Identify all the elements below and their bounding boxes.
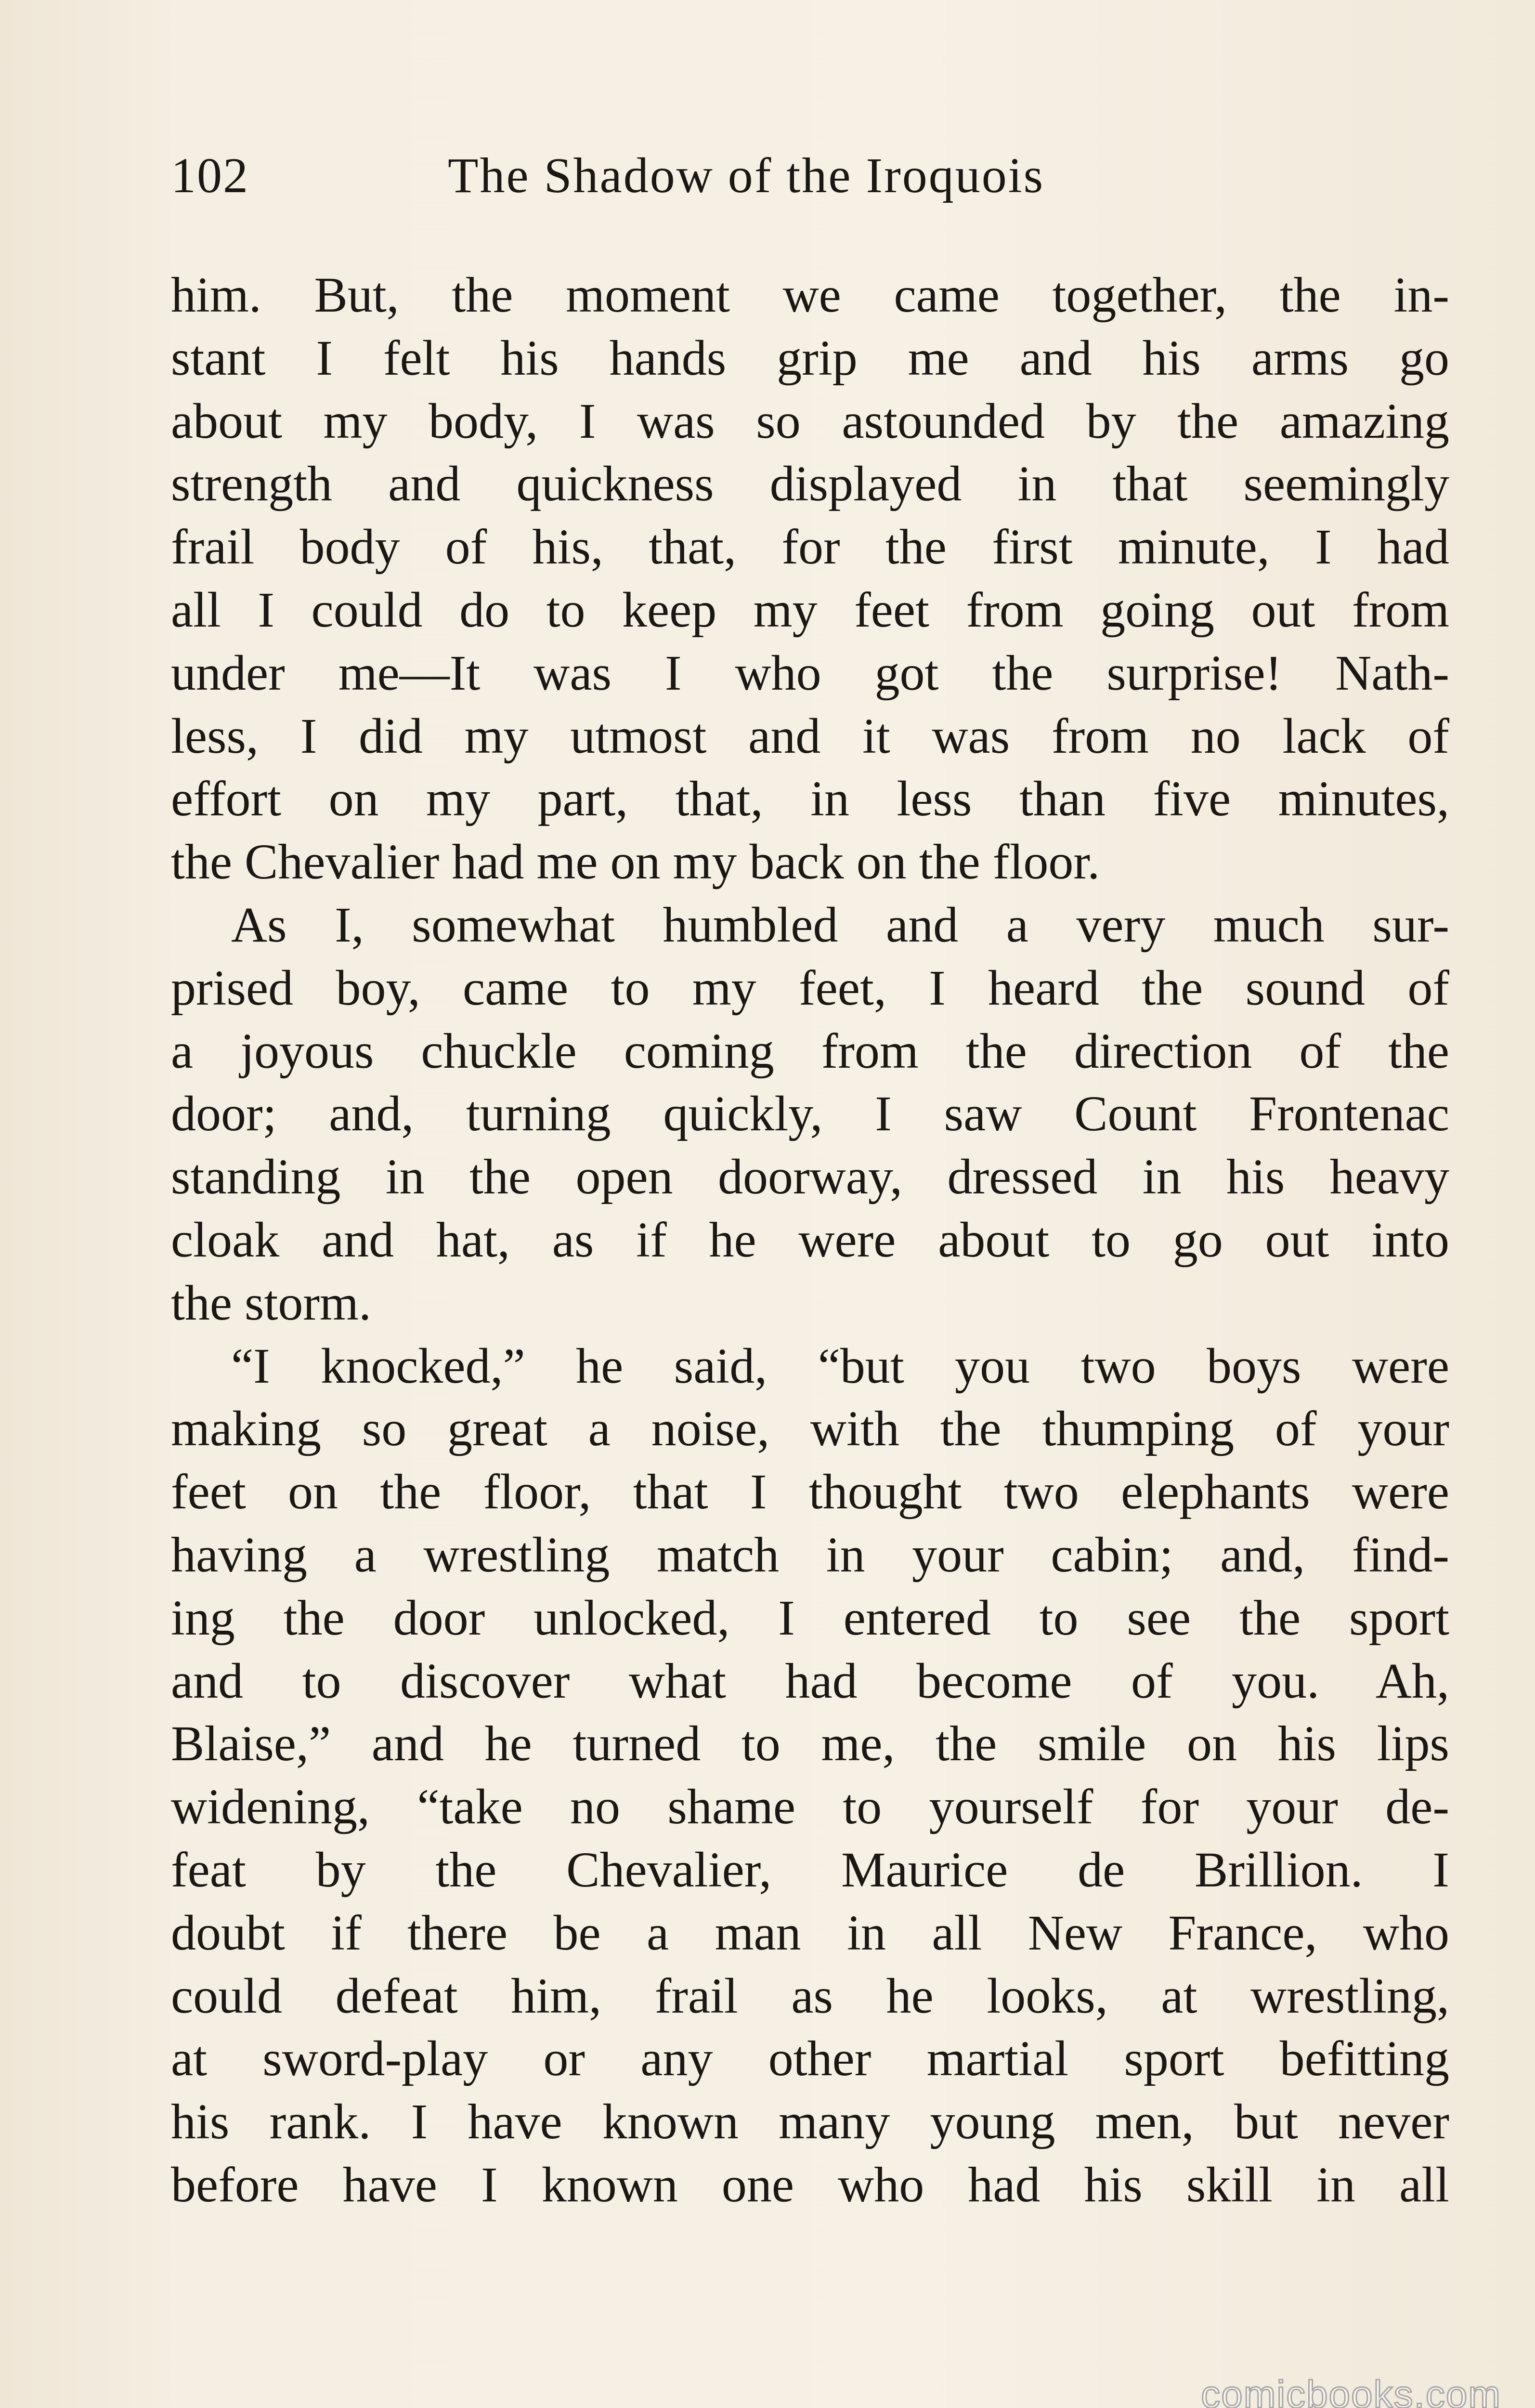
text-line: less, I did my utmost and it was from no lack of	[171, 708, 1449, 764]
text-line: the Chevalier had me on my back on the floor.	[171, 834, 1100, 890]
text-line: making so great a noise, with the thumping of your	[171, 1401, 1449, 1457]
text-line: a joyous chuckle coming from the direction of the	[171, 1023, 1449, 1079]
text-line: could defeat him, frail as he looks, at wrestling,	[171, 1968, 1449, 2024]
text-line: frail body of his, that, for the first minute, I had	[171, 519, 1449, 575]
page-header	[171, 140, 1452, 212]
text-line: door; and, turning quickly, I saw Count Frontenac	[171, 1086, 1449, 1142]
text-line: him. But, the moment we came together, the in-	[171, 267, 1449, 323]
text-line: “I knocked,” he said, “but you two boys were	[231, 1338, 1449, 1394]
text-line: ing the door unlocked, I entered to see the sport	[171, 1590, 1449, 1646]
text-line: strength and quickness displayed in that seemingly	[171, 456, 1449, 512]
text-line: cloak and hat, as if he were about to go out into	[171, 1212, 1449, 1268]
text-line: standing in the open doorway, dressed in his heavy	[171, 1149, 1449, 1205]
text-line: As I, somewhat humbled and a very much sur-	[231, 897, 1449, 953]
text-line: at sword-play or any other martial sport befitting	[171, 2031, 1449, 2087]
text-line: feat by the Chevalier, Maurice de Brillion. I	[171, 1842, 1449, 1898]
text-line: doubt if there be a man in all New France, who	[171, 1905, 1449, 1961]
text-line: and to discover what had become of you. Ah,	[171, 1653, 1449, 1709]
text-line: his rank. I have known many young men, but never	[171, 2094, 1449, 2150]
text-line: stant I felt his hands grip me and his arms go	[171, 330, 1449, 386]
text-line: the storm.	[171, 1275, 371, 1331]
body-text	[171, 264, 1449, 2217]
text-line: before have I known one who had his skill in all	[171, 2157, 1449, 2212]
page-number: 102	[171, 148, 249, 203]
text-line: prised boy, came to my feet, I heard the sound of	[171, 960, 1449, 1016]
text-line: Blaise,” and he turned to me, the smile on his lips	[171, 1716, 1449, 1772]
text-line: having a wrestling match in your cabin; and, find-	[171, 1527, 1449, 1583]
text-line: about my body, I was so astounded by the amazing	[171, 393, 1449, 449]
running-title: The Shadow of the Iroquois	[448, 148, 1045, 203]
text-line: widening, “take no shame to yourself for your de-	[171, 1779, 1449, 1835]
text-line: feet on the floor, that I thought two elephants were	[171, 1464, 1449, 1520]
text-line: effort on my part, that, in less than five minutes,	[171, 771, 1449, 827]
text-line: under me—It was I who got the surprise! Nath-	[171, 645, 1449, 701]
watermark: comicbooks.com	[1201, 2373, 1501, 2408]
text-line: all I could do to keep my feet from going out from	[171, 582, 1449, 638]
